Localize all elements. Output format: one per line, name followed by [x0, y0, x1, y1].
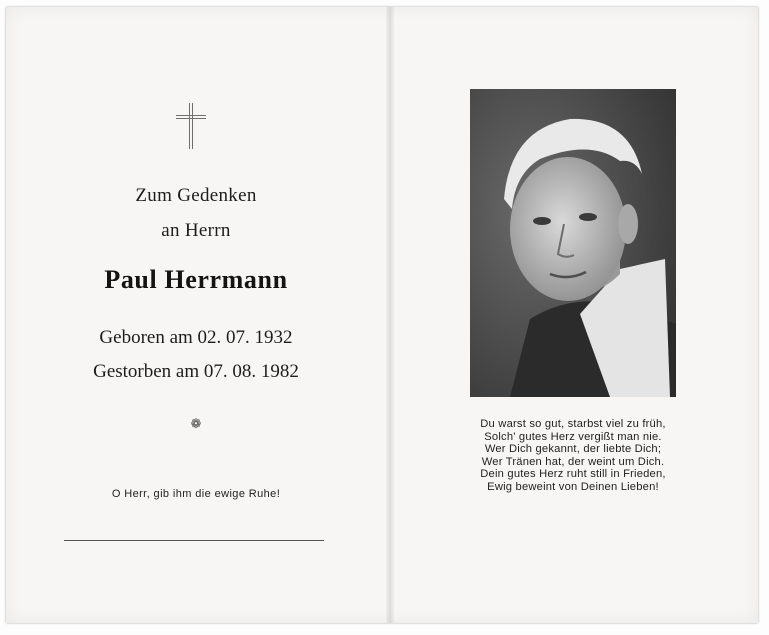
right-panel — [394, 7, 758, 623]
poem-line: Dein gutes Herz ruht still in Frieden, — [480, 468, 666, 481]
poem-line: Wer Tränen hat, der weint um Dich. — [481, 455, 665, 468]
flower-ornament-icon: ❁ — [190, 416, 202, 431]
deceased-name: Paul Herrmann — [104, 265, 288, 294]
poem-line: Wer Dich gekannt, der liebte Dich; — [484, 443, 662, 456]
poem-line: Du warst so gut, starbst viel zu früh, — [480, 418, 666, 430]
memorial-intro: Zum Gedenken — [135, 185, 257, 206]
portrait-photo — [470, 89, 676, 397]
birth-date: Geboren am 02. 07. 1932 — [99, 327, 293, 348]
prayer-text: O Herr, gib ihm die ewige Ruhe! — [111, 488, 281, 500]
memorial-card — [6, 7, 758, 623]
cross-icon — [176, 103, 206, 149]
death-date: Gestorben am 07. 08. 1982 — [93, 361, 299, 382]
memorial-poem — [458, 418, 688, 494]
card-fold — [386, 7, 394, 623]
left-panel — [6, 7, 386, 623]
poem-line: Ewig beweint von Deinen Lieben! — [487, 480, 659, 493]
poem-line: Solch' gutes Herz vergißt man nie. — [484, 430, 662, 443]
divider-line — [64, 540, 324, 541]
memorial-intro-sub: an Herrn — [161, 220, 231, 241]
